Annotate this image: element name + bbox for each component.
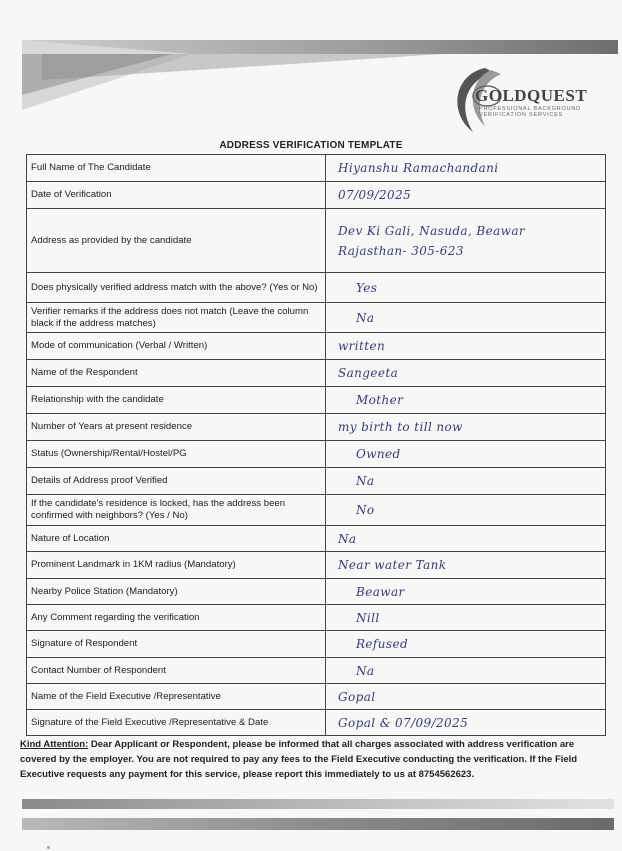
- notice-heading: Kind Attention:: [20, 739, 89, 750]
- table-row: [27, 273, 606, 303]
- goldquest-logo: [445, 60, 605, 140]
- table-row: [27, 526, 606, 552]
- row-label: Any Comment regarding the verification: [27, 605, 326, 631]
- document-title: ADDRESS VERIFICATION TEMPLATE: [219, 140, 403, 151]
- row-value: [326, 209, 606, 273]
- table-row: [27, 155, 606, 182]
- table-row: [27, 495, 606, 526]
- row-label: Date of Verification: [27, 182, 326, 209]
- table-row: [27, 658, 606, 684]
- row-label: Address as provided by the candidate: [27, 209, 326, 273]
- table-row: [27, 605, 606, 631]
- row-label: Relationship with the candidate: [27, 387, 326, 414]
- row-label: Status (Ownership/Rental/Hostel/PG: [27, 441, 326, 468]
- row-label: Contact Number of Respondent: [27, 658, 326, 684]
- row-label: Mode of communication (Verbal / Written): [27, 333, 326, 360]
- row-value: Near water Tank: [326, 552, 606, 579]
- row-value: 07/09/2025: [326, 182, 606, 209]
- row-value: Nill: [326, 605, 606, 631]
- row-value: written: [326, 333, 606, 360]
- row-value: Na: [326, 526, 606, 552]
- row-value: Owned: [326, 441, 606, 468]
- table-row: [27, 182, 606, 209]
- table-row: [27, 387, 606, 414]
- row-label: Details of Address proof Verified: [27, 468, 326, 495]
- address-line-1: Dev Ki Gali, Nasuda, Beawar: [338, 223, 526, 238]
- row-value: Refused: [326, 631, 606, 658]
- row-label: Nature of Location: [27, 526, 326, 552]
- row-label: Verifier remarks if the address does not match (Leave the column black if the address matches): [27, 303, 326, 333]
- row-value: Beawar: [326, 579, 606, 605]
- row-label: Nearby Police Station (Mandatory): [27, 579, 326, 605]
- logo-tagline-1: PROFESSIONAL BACKGROUND: [479, 106, 581, 112]
- row-label: Signature of Respondent: [27, 631, 326, 658]
- row-label: If the candidate's residence is locked, has the address been confirmed with neighbors? (Yes / No): [27, 495, 326, 526]
- logo-tagline-2: VERIFICATION SERVICES: [479, 112, 564, 118]
- row-label: Name of the Respondent: [27, 360, 326, 387]
- table-row: [27, 414, 606, 441]
- kind-attention-notice: [20, 737, 610, 782]
- scan-speck: [47, 846, 50, 849]
- row-value: Na: [326, 468, 606, 495]
- row-label: Prominent Landmark in 1KM radius (Mandatory): [27, 552, 326, 579]
- table-row: [27, 468, 606, 495]
- table-row: [27, 579, 606, 605]
- row-label: Number of Years at present residence: [27, 414, 326, 441]
- row-label: Name of the Field Executive /Representative: [27, 684, 326, 710]
- notice-body: Dear Applicant or Respondent, please be informed that all charges associated with address verification are covered by the employer. You are not required to pay any fees to the Field Executive conducting the verification. If the Field Executive requests any payment for this service, please report this immediately to us at 8754562623.: [20, 739, 578, 780]
- row-value: Gopal: [326, 684, 606, 710]
- table-row: [27, 684, 606, 710]
- table-row: [27, 360, 606, 387]
- table-row: [27, 552, 606, 579]
- row-value: Yes: [326, 273, 606, 303]
- row-value: my birth to till now: [326, 414, 606, 441]
- table-row: [27, 209, 606, 273]
- row-value: Sangeeta: [326, 360, 606, 387]
- logo-brand: GOLDQUEST: [475, 86, 588, 105]
- footer-band-upper: [22, 799, 614, 809]
- table-row: [27, 631, 606, 658]
- footer-band-lower: [22, 818, 614, 830]
- header-wedge: [22, 40, 442, 110]
- row-label: Signature of the Field Executive /Representative & Date: [27, 710, 326, 736]
- address-line-2: Rajasthan- 305-623: [338, 243, 464, 258]
- row-value: No: [326, 495, 606, 526]
- row-value: Na: [326, 658, 606, 684]
- table-row: [27, 441, 606, 468]
- row-value: Gopal & 07/09/2025: [326, 710, 606, 736]
- row-label: Full Name of The Candidate: [27, 155, 326, 182]
- verification-table: [26, 154, 606, 736]
- table-row: [27, 333, 606, 360]
- table-row: [27, 710, 606, 736]
- row-label: Does physically verified address match with the above? (Yes or No): [27, 273, 326, 303]
- row-value: Hiyanshu Ramachandani: [326, 155, 606, 182]
- row-value: Mother: [326, 387, 606, 414]
- row-value: Na: [326, 303, 606, 333]
- table-row: [27, 303, 606, 333]
